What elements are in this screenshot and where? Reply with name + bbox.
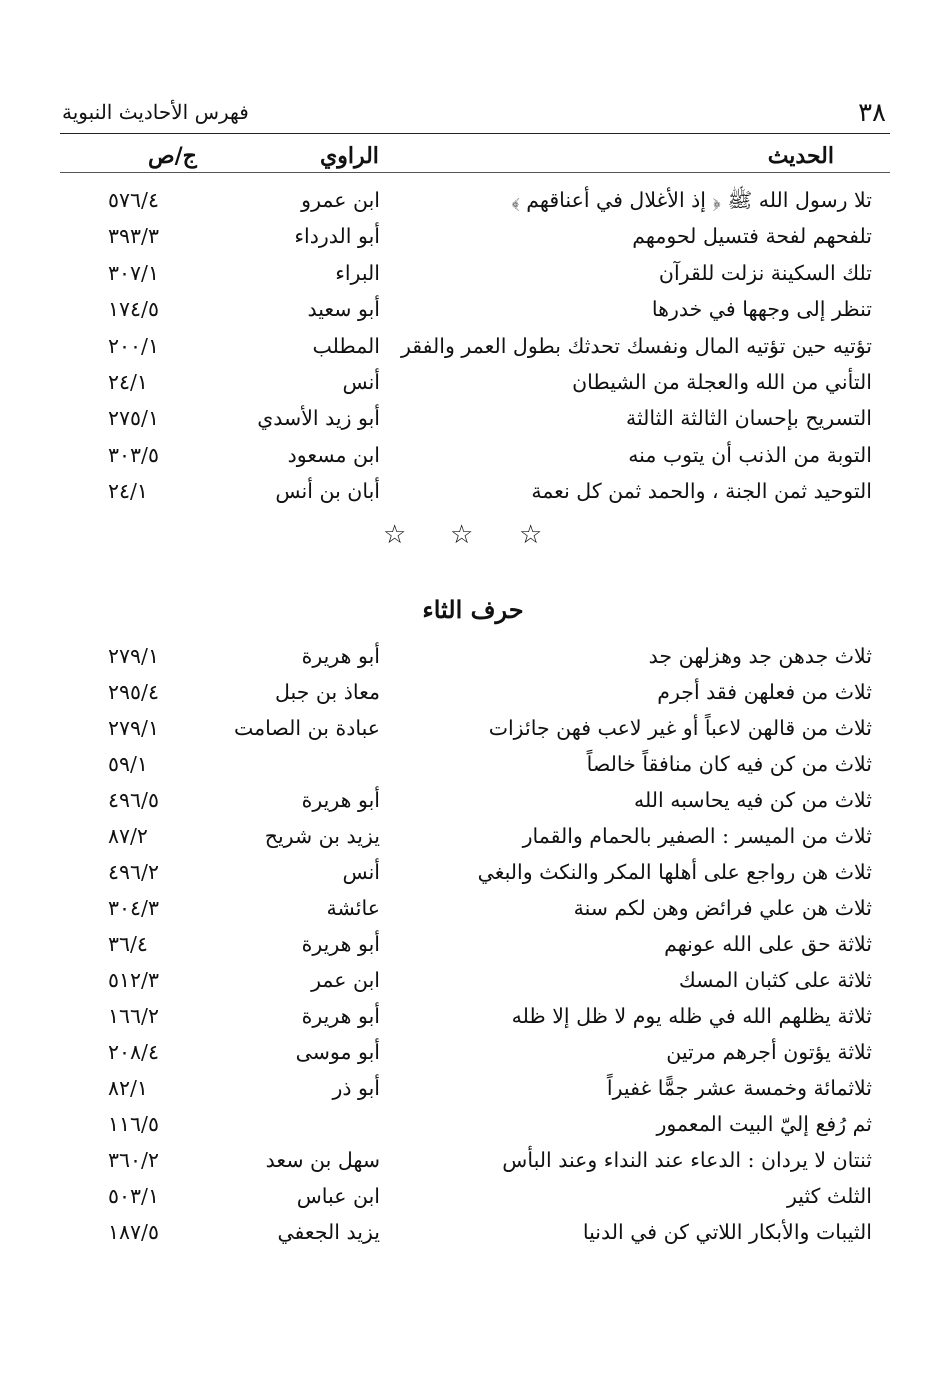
volume-page-ref: ٢٧٥/١ xyxy=(108,406,159,431)
volume-page-ref: ١١٦/٥ xyxy=(108,1112,159,1136)
index-row xyxy=(0,443,946,479)
column-header-hadith: الحديث xyxy=(767,143,834,169)
narrator: المطلب xyxy=(312,333,380,358)
narrator: أبو هريرة xyxy=(301,1004,380,1028)
narrator: سهل بن سعد xyxy=(265,1148,380,1172)
hadith-text: ثم رُفع إليّ البيت المعمور xyxy=(656,1112,872,1136)
index-row xyxy=(0,188,946,224)
narrator: أبان بن أنس xyxy=(275,479,380,504)
volume-page-ref: ٣٩٣/٣ xyxy=(108,224,159,249)
narrator: يزيد بن شريح xyxy=(264,824,380,848)
hadith-text: ثلاث جدهن جد وهزلهن جد xyxy=(648,644,872,668)
narrator: أبو زيد الأسدي xyxy=(257,406,380,431)
narrator: ابن عباس xyxy=(296,1184,380,1208)
narrator: أبو هريرة xyxy=(301,644,380,668)
hadith-text: تلفحهم لفحة فتسيل لحومهم xyxy=(632,224,872,249)
page-number: ٣٨ xyxy=(858,98,886,128)
volume-page-ref: ٢٧٩/١ xyxy=(108,716,159,740)
running-title: فهرس الأحاديث النبوية xyxy=(62,100,249,124)
column-header-rule xyxy=(60,172,890,173)
volume-page-ref: ٤٩٦/٥ xyxy=(108,788,159,812)
star-icon: ☆ xyxy=(450,520,474,550)
header-rule xyxy=(60,133,890,134)
index-row xyxy=(0,1112,946,1148)
index-row xyxy=(0,261,946,297)
hadith-text: تلك السكينة نزلت للقرآن xyxy=(658,260,872,285)
volume-page-ref: ٥٠٣/١ xyxy=(108,1184,159,1208)
index-row xyxy=(0,1076,946,1112)
narrator: أبو موسى xyxy=(295,1040,380,1064)
narrator: أنس xyxy=(342,370,380,394)
narrator: البراء xyxy=(335,260,380,285)
volume-page-ref: ٢٠٨/٤ xyxy=(108,1040,159,1064)
narrator: أبو ذر xyxy=(332,1076,380,1100)
narrator: أنس xyxy=(342,860,380,884)
volume-page-ref: ٢٩٥/٤ xyxy=(108,680,159,704)
hadith-text: الثيبات والأبكار اللاتي كن في الدنيا xyxy=(582,1220,872,1244)
hadith-text: ثلاث من الميسر : الصفير بالحمام والقمار xyxy=(522,824,872,848)
hadith-text: ثلاثمائة وخمسة عشر جمًّا غفيراً xyxy=(606,1076,872,1100)
index-row xyxy=(0,406,946,442)
volume-page-ref: ٨٢/١ xyxy=(108,1076,148,1100)
hadith-text: ثلاثة يؤتون أجرهم مرتين xyxy=(666,1040,872,1064)
index-row xyxy=(0,824,946,860)
index-row xyxy=(0,644,946,680)
volume-page-ref: ١٧٤/٥ xyxy=(108,297,159,322)
hadith-text: التوحيد ثمن الجنة ، والحمد ثمن كل نعمة xyxy=(531,479,872,504)
narrator: أبو هريرة xyxy=(301,932,380,956)
volume-page-ref: ١٨٧/٥ xyxy=(108,1220,159,1244)
index-row xyxy=(0,680,946,716)
volume-page-ref: ٣٦٠/٢ xyxy=(108,1148,159,1172)
index-row xyxy=(0,297,946,333)
star-icon: ☆ xyxy=(383,520,407,550)
narrator: أبو هريرة xyxy=(301,788,380,812)
volume-page-ref: ٢٧٩/١ xyxy=(108,644,159,668)
volume-page-ref: ٢٠٠/١ xyxy=(108,333,159,358)
index-row xyxy=(0,896,946,932)
index-row xyxy=(0,334,946,370)
narrator: عبادة بن الصامت xyxy=(234,716,380,740)
index-row xyxy=(0,370,946,406)
hadith-text: ثنتان لا يردان : الدعاء عند النداء وعند البأس xyxy=(502,1148,872,1172)
volume-page-ref: ٣٠٣/٥ xyxy=(108,442,159,467)
volume-page-ref: ١٦٦/٢ xyxy=(108,1004,159,1028)
hadith-text: ثلاث من كن فيه كان منافقاً خالصاً xyxy=(586,752,872,776)
index-row xyxy=(0,752,946,788)
hadith-text: تلا رسول الله ﷺ ﴿ إذ الأغلال في أعناقهم ﴾ xyxy=(511,188,872,212)
hadith-text: ثلاث من كن فيه يحاسبه الله xyxy=(633,788,872,812)
index-row xyxy=(0,1040,946,1076)
hadith-text: ثلاثة على كثبان المسك xyxy=(678,968,872,992)
narrator: يزيد الجعفي xyxy=(277,1220,380,1244)
hadith-text: ثلاث هن علي فرائض وهن لكم سنة xyxy=(573,896,872,920)
hadith-text: ثلاثة يظلهم الله في ظله يوم لا ظل إلا ظله xyxy=(511,1004,872,1028)
column-header-rawi: الراوي xyxy=(320,143,379,169)
volume-page-ref: ٤٩٦/٢ xyxy=(108,860,159,884)
hadith-text: ثلاثة حق على الله عونهم xyxy=(664,932,872,956)
volume-page-ref: ٥٧٦/٤ xyxy=(108,188,159,212)
index-row xyxy=(0,224,946,260)
section-separator xyxy=(0,520,946,560)
narrator: ابن عمرو xyxy=(301,188,380,212)
volume-page-ref: ٥٩/١ xyxy=(108,752,148,776)
index-row xyxy=(0,968,946,1004)
volume-page-ref: ٢٤/١ xyxy=(108,370,148,394)
hadith-text: الثلث كثير xyxy=(786,1184,872,1208)
narrator: عائشة xyxy=(326,896,380,920)
index-row xyxy=(0,932,946,968)
index-row xyxy=(0,1184,946,1220)
hadith-text: ثلاث هن رواجع على أهلها المكر والنكث والبغي xyxy=(477,860,872,884)
volume-page-ref: ٣٦/٤ xyxy=(108,932,148,956)
narrator: ابن مسعود xyxy=(287,442,380,467)
narrator: معاذ بن جبل xyxy=(275,680,380,704)
hadith-text: ثلاث من فعلهن فقد أجرم xyxy=(657,680,872,704)
index-row xyxy=(0,479,946,515)
page-header xyxy=(60,98,886,134)
hadith-text: التسريح بإحسان الثالثة الثالثة xyxy=(625,406,872,431)
section-title: حرف الثاء xyxy=(422,595,524,624)
index-row xyxy=(0,1148,946,1184)
hadith-text: تنظر إلى وجهها في خدرها xyxy=(651,297,872,322)
narrator: أبو سعيد xyxy=(307,297,380,322)
hadith-text: التوبة من الذنب أن يتوب منه xyxy=(628,442,872,467)
star-icon: ☆ xyxy=(519,520,543,550)
index-row xyxy=(0,716,946,752)
volume-page-ref: ٨٧/٢ xyxy=(108,824,148,848)
volume-page-ref: ٢٤/١ xyxy=(108,479,148,504)
index-row xyxy=(0,788,946,824)
volume-page-ref: ٣٠٧/١ xyxy=(108,260,159,285)
volume-page-ref: ٣٠٤/٣ xyxy=(108,896,159,920)
narrator: أبو الدرداء xyxy=(294,224,380,249)
index-row xyxy=(0,1220,946,1256)
hadith-text: تؤتيه حين تؤتيه المال ونفسك تحدثك بطول العمر والفقر xyxy=(401,333,872,358)
index-row xyxy=(0,860,946,896)
hadith-text: التأني من الله والعجلة من الشيطان xyxy=(572,370,872,394)
volume-page-ref: ٥١٢/٣ xyxy=(108,968,159,992)
hadith-text: ثلاث من قالهن لاعباً أو غير لاعب فهن جائزات xyxy=(488,716,872,740)
column-header-ref: ج/ص xyxy=(148,143,197,169)
narrator: ابن عمر xyxy=(311,968,380,992)
index-row xyxy=(0,1004,946,1040)
